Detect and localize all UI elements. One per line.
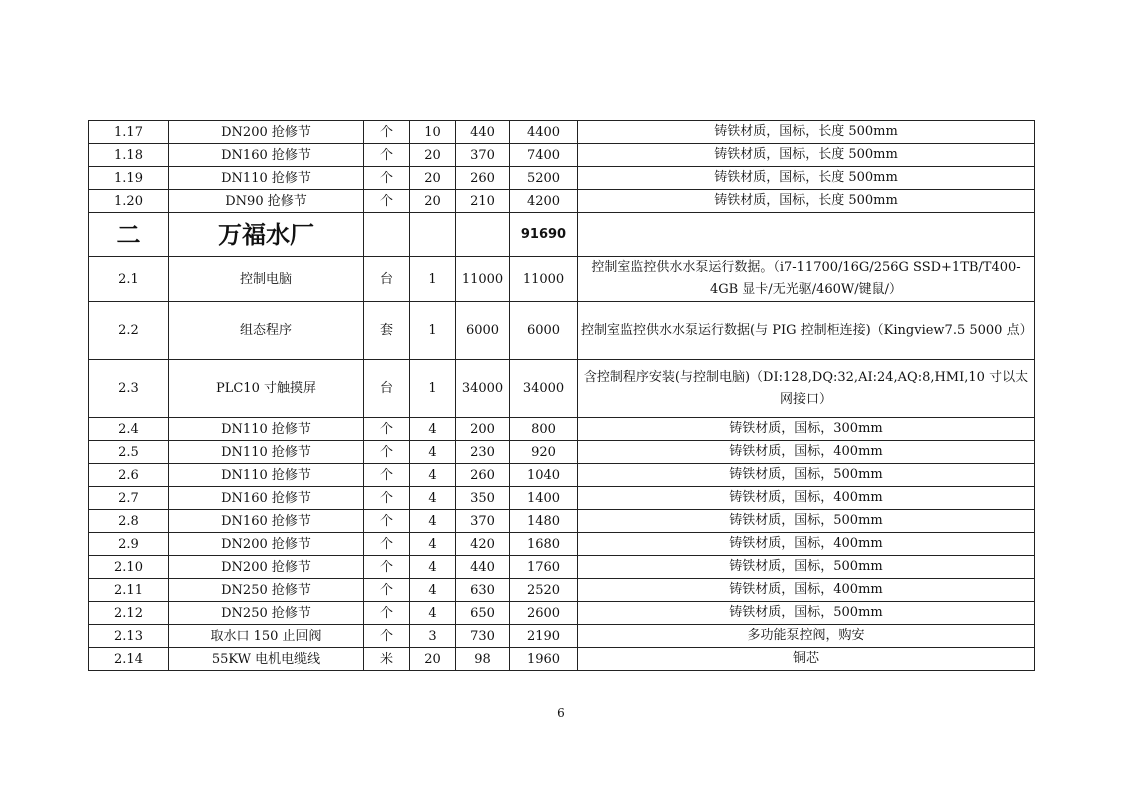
quantity-cell: 4: [410, 487, 456, 510]
remark-cell: 铸铁材质，国标，300mm: [578, 418, 1035, 441]
total-price-cell: 7400: [510, 144, 578, 167]
remark-cell: 铸铁材质，国标，长度 500mm: [578, 144, 1035, 167]
item-name-cell: PLC10 寸触摸屏: [169, 360, 364, 418]
total-price-cell: 1400: [510, 487, 578, 510]
unit-price-cell: 370: [456, 144, 510, 167]
table-row: [89, 602, 1035, 625]
unit-price-cell: 440: [456, 556, 510, 579]
total-price-cell: 34000: [510, 360, 578, 418]
unit-cell: 个: [364, 144, 410, 167]
item-number-cell: 1.18: [89, 144, 169, 167]
unit-price-cell: 6000: [456, 302, 510, 360]
total-price-cell: 2190: [510, 625, 578, 648]
unit-cell: 个: [364, 556, 410, 579]
remark-cell: 控制室监控供水水泵运行数据。（i7-11700/16G/256G SSD+1TB/T400-4GB 显卡/无光驱/460W/键鼠/）: [578, 257, 1035, 302]
table-row: [89, 167, 1035, 190]
unit-cell: 个: [364, 510, 410, 533]
remark-cell: 铸铁材质，国标，500mm: [578, 510, 1035, 533]
remark-cell: 铸铁材质，国标，400mm: [578, 441, 1035, 464]
quantity-cell: 20: [410, 648, 456, 671]
item-number-cell: 1.20: [89, 190, 169, 213]
table-row: [89, 441, 1035, 464]
unit-cell: 米: [364, 648, 410, 671]
quantity-cell: 20: [410, 144, 456, 167]
section-unit-empty: [364, 213, 410, 257]
item-name-cell: DN200 抢修节: [169, 533, 364, 556]
total-price-cell: 1680: [510, 533, 578, 556]
item-number-cell: 1.17: [89, 121, 169, 144]
unit-price-cell: 260: [456, 464, 510, 487]
table-row: [89, 487, 1035, 510]
page-number: 6: [557, 706, 565, 720]
item-number-cell: 2.1: [89, 257, 169, 302]
unit-price-cell: 730: [456, 625, 510, 648]
unit-cell: 个: [364, 464, 410, 487]
unit-cell: 台: [364, 257, 410, 302]
remark-cell: 铸铁材质，国标，500mm: [578, 464, 1035, 487]
item-number-cell: 2.13: [89, 625, 169, 648]
total-price-cell: 5200: [510, 167, 578, 190]
section-remark-empty: [578, 213, 1035, 257]
unit-cell: 个: [364, 190, 410, 213]
remark-cell: 铸铁材质，国标，500mm: [578, 556, 1035, 579]
item-name-cell: DN160 抢修节: [169, 487, 364, 510]
remark-cell: 多功能泵控阀，购安: [578, 625, 1035, 648]
unit-cell: 个: [364, 602, 410, 625]
item-number-cell: 2.5: [89, 441, 169, 464]
remark-cell: 铸铁材质，国标，400mm: [578, 533, 1035, 556]
quantity-cell: 4: [410, 602, 456, 625]
total-price-cell: 6000: [510, 302, 578, 360]
table-row: [89, 190, 1035, 213]
unit-price-cell: 420: [456, 533, 510, 556]
item-number-cell: 2.10: [89, 556, 169, 579]
total-price-cell: 4400: [510, 121, 578, 144]
remark-cell: 铸铁材质，国标，长度 500mm: [578, 121, 1035, 144]
unit-price-cell: 210: [456, 190, 510, 213]
item-name-cell: DN110 抢修节: [169, 441, 364, 464]
item-name-cell: DN110 抢修节: [169, 167, 364, 190]
quantity-cell: 10: [410, 121, 456, 144]
unit-price-cell: 34000: [456, 360, 510, 418]
total-price-cell: 2520: [510, 579, 578, 602]
item-name-cell: 取水口 150 止回阀: [169, 625, 364, 648]
table-row: [89, 418, 1035, 441]
item-number-cell: 2.11: [89, 579, 169, 602]
section-price-empty: [456, 213, 510, 257]
equipment-table: [88, 120, 1035, 671]
item-number-cell: 2.2: [89, 302, 169, 360]
quantity-cell: 4: [410, 464, 456, 487]
table-row: [89, 648, 1035, 671]
section-name: 万福水厂: [169, 213, 364, 257]
item-number-cell: 2.6: [89, 464, 169, 487]
table-row: [89, 360, 1035, 418]
item-name-cell: DN200 抢修节: [169, 556, 364, 579]
quantity-cell: 4: [410, 510, 456, 533]
table-row: [89, 144, 1035, 167]
item-number-cell: 2.12: [89, 602, 169, 625]
remark-cell: 铸铁材质，国标，长度 500mm: [578, 190, 1035, 213]
remark-cell: 铸铁材质，国标，500mm: [578, 602, 1035, 625]
table-row: [89, 556, 1035, 579]
quantity-cell: 4: [410, 533, 456, 556]
item-name-cell: DN250 抢修节: [169, 579, 364, 602]
item-name-cell: DN110 抢修节: [169, 464, 364, 487]
quantity-cell: 4: [410, 418, 456, 441]
unit-cell: 台: [364, 360, 410, 418]
total-price-cell: 1960: [510, 648, 578, 671]
total-price-cell: 1040: [510, 464, 578, 487]
quantity-cell: 20: [410, 167, 456, 190]
total-price-cell: 4200: [510, 190, 578, 213]
quantity-cell: 3: [410, 625, 456, 648]
item-number-cell: 1.19: [89, 167, 169, 190]
unit-cell: 个: [364, 487, 410, 510]
unit-price-cell: 370: [456, 510, 510, 533]
item-number-cell: 2.3: [89, 360, 169, 418]
table-row: [89, 625, 1035, 648]
unit-price-cell: 650: [456, 602, 510, 625]
item-name-cell: 55KW 电机电缆线: [169, 648, 364, 671]
item-number-cell: 2.7: [89, 487, 169, 510]
table-row: [89, 579, 1035, 602]
remark-cell: 铸铁材质，国标，400mm: [578, 487, 1035, 510]
item-name-cell: DN110 抢修节: [169, 418, 364, 441]
item-name-cell: DN90 抢修节: [169, 190, 364, 213]
table-row: [89, 302, 1035, 360]
item-number-cell: 2.9: [89, 533, 169, 556]
item-number-cell: 2.4: [89, 418, 169, 441]
unit-cell: 个: [364, 167, 410, 190]
unit-cell: 个: [364, 121, 410, 144]
table-row: [89, 510, 1035, 533]
remark-cell: 含控制程序安装(与控制电脑)（DI:128,DQ:32,AI:24,AQ:8,HMI,10 寸以太网接口）: [578, 360, 1035, 418]
quantity-cell: 4: [410, 579, 456, 602]
unit-price-cell: 11000: [456, 257, 510, 302]
table-row: [89, 257, 1035, 302]
table-row: [89, 121, 1035, 144]
item-name-cell: 组态程序: [169, 302, 364, 360]
unit-cell: 个: [364, 579, 410, 602]
section-qty-empty: [410, 213, 456, 257]
total-price-cell: 800: [510, 418, 578, 441]
unit-price-cell: 98: [456, 648, 510, 671]
table-row: [89, 464, 1035, 487]
item-name-cell: DN160 抢修节: [169, 510, 364, 533]
item-name-cell: DN250 抢修节: [169, 602, 364, 625]
total-price-cell: 11000: [510, 257, 578, 302]
remark-cell: 控制室监控供水水泵运行数据(与 PIG 控制柜连接)（Kingview7.5 5000 点）: [578, 302, 1035, 360]
unit-cell: 个: [364, 625, 410, 648]
quantity-cell: 1: [410, 360, 456, 418]
section-total: 91690: [510, 213, 578, 257]
table-row: [89, 533, 1035, 556]
unit-price-cell: 350: [456, 487, 510, 510]
section-row: [89, 213, 1035, 257]
unit-price-cell: 230: [456, 441, 510, 464]
table-body: [89, 121, 1035, 671]
unit-cell: 个: [364, 418, 410, 441]
unit-cell: 套: [364, 302, 410, 360]
total-price-cell: 920: [510, 441, 578, 464]
remark-cell: 铜芯: [578, 648, 1035, 671]
total-price-cell: 1760: [510, 556, 578, 579]
unit-price-cell: 260: [456, 167, 510, 190]
remark-cell: 铸铁材质，国标，长度 500mm: [578, 167, 1035, 190]
item-number-cell: 2.14: [89, 648, 169, 671]
quantity-cell: 4: [410, 441, 456, 464]
unit-cell: 个: [364, 441, 410, 464]
remark-cell: 铸铁材质，国标，400mm: [578, 579, 1035, 602]
item-number-cell: 2.8: [89, 510, 169, 533]
section-number: 二: [89, 213, 169, 257]
item-name-cell: 控制电脑: [169, 257, 364, 302]
quantity-cell: 4: [410, 556, 456, 579]
item-name-cell: DN160 抢修节: [169, 144, 364, 167]
total-price-cell: 1480: [510, 510, 578, 533]
unit-cell: 个: [364, 533, 410, 556]
item-name-cell: DN200 抢修节: [169, 121, 364, 144]
total-price-cell: 2600: [510, 602, 578, 625]
unit-price-cell: 630: [456, 579, 510, 602]
quantity-cell: 20: [410, 190, 456, 213]
unit-price-cell: 200: [456, 418, 510, 441]
quantity-cell: 1: [410, 257, 456, 302]
quantity-cell: 1: [410, 302, 456, 360]
unit-price-cell: 440: [456, 121, 510, 144]
